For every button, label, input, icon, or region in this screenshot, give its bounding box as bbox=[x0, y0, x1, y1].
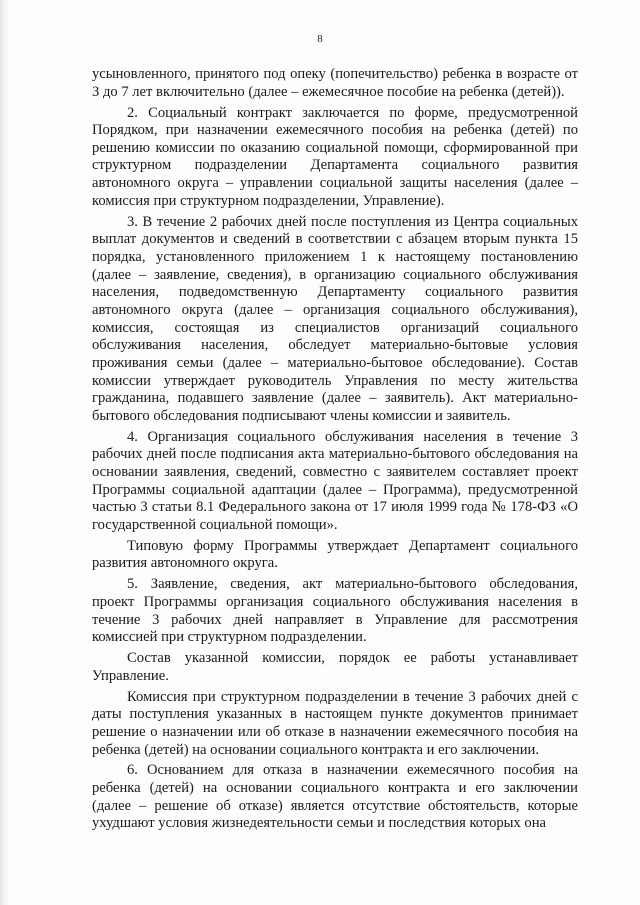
paragraph-continuation: усыновленного, принятого под опеку (попечительство) ребенка в возрасте от 3 до 7 лет включительно (далее – ежемесячное пособие на ребенка (детей)). bbox=[92, 66, 578, 100]
paragraph-item-4: 4. Организация социального обслуживания населения в течение 3 рабочих дней после подписания акта материально-бытового обследования на основании заявления, сведений, совместно с заявителем составляет проект Программы социальной адаптации (далее – Программа), предусмотренной частью 3 статьи 8.1 Федерального закона от 17 июля 1999 года № 178-ФЗ «О государственной социальной помощи». bbox=[92, 428, 578, 533]
paragraph-commission-decision: Комиссия при структурном подразделении в течение 3 рабочих дней с даты поступления указанных в настоящем пункте документов принимает решение о назначении или об отказе в назначении ежемесячного пособия на ребенка (детей) на основании социального контракта и его заключении. bbox=[92, 688, 578, 758]
paragraph-item-6: 6. Основанием для отказа в назначении ежемесячного пособия на ребенка (детей) на основании социального контракта и его заключении (далее – решение об отказе) является отсутствие обстоятельств, которые ухудшают условия жизнедеятельности семьи и последствия которых она bbox=[92, 762, 578, 832]
paragraph-item-2: 2. Социальный контракт заключается по форме, предусмотренной Порядком, при назначении ежемесячного пособия на ребенка (детей) по решению комиссии по оказанию социальной помощи, сформированной при структурном подразделении Департамента социального развития автономного округа – управлении социальной защиты населения (далее – комиссия при структурном подразделении, Управление). bbox=[92, 104, 578, 209]
document-body bbox=[92, 66, 578, 836]
page-number: 8 bbox=[317, 33, 323, 45]
paragraph-commission-composition: Состав указанной комиссии, порядок ее работы устанавливает Управление. bbox=[92, 650, 578, 684]
paragraph-program-form: Типовую форму Программы утверждает Департамент социального развития автономного округа. bbox=[92, 537, 578, 572]
paragraph-item-3: 3. В течение 2 рабочих дней после поступления из Центра социальных выплат документов и сведений в соответствии с абзацем вторым пункта 15 порядка, установленного приложением 1 к настоящему постановлению (далее – заявление, сведения), в организацию социального обслуживания населения, подведомственную Департаменту социального развития автономного округа (далее – организация социального обслуживания), комиссия, состоящая из специалистов организаций социального обслуживания населения, обследует материально-бытовые условия проживания семьи (далее – материально-бытовое обследование). Состав комиссии утверждает руководитель Управления по месту жительства гражданина, подавшего заявление (далее – заявитель). Акт материально-бытового обследования подписывают члены комиссии и заявитель. bbox=[92, 213, 578, 424]
paragraph-item-5: 5. Заявление, сведения, акт материально-бытового обследования, проект Программы организация социального обслуживания населения в течение 3 рабочих дней направляет в Управление для рассмотрения комиссией при структурном подразделении. bbox=[92, 576, 578, 646]
scan-edge-shadow bbox=[0, 0, 9, 905]
